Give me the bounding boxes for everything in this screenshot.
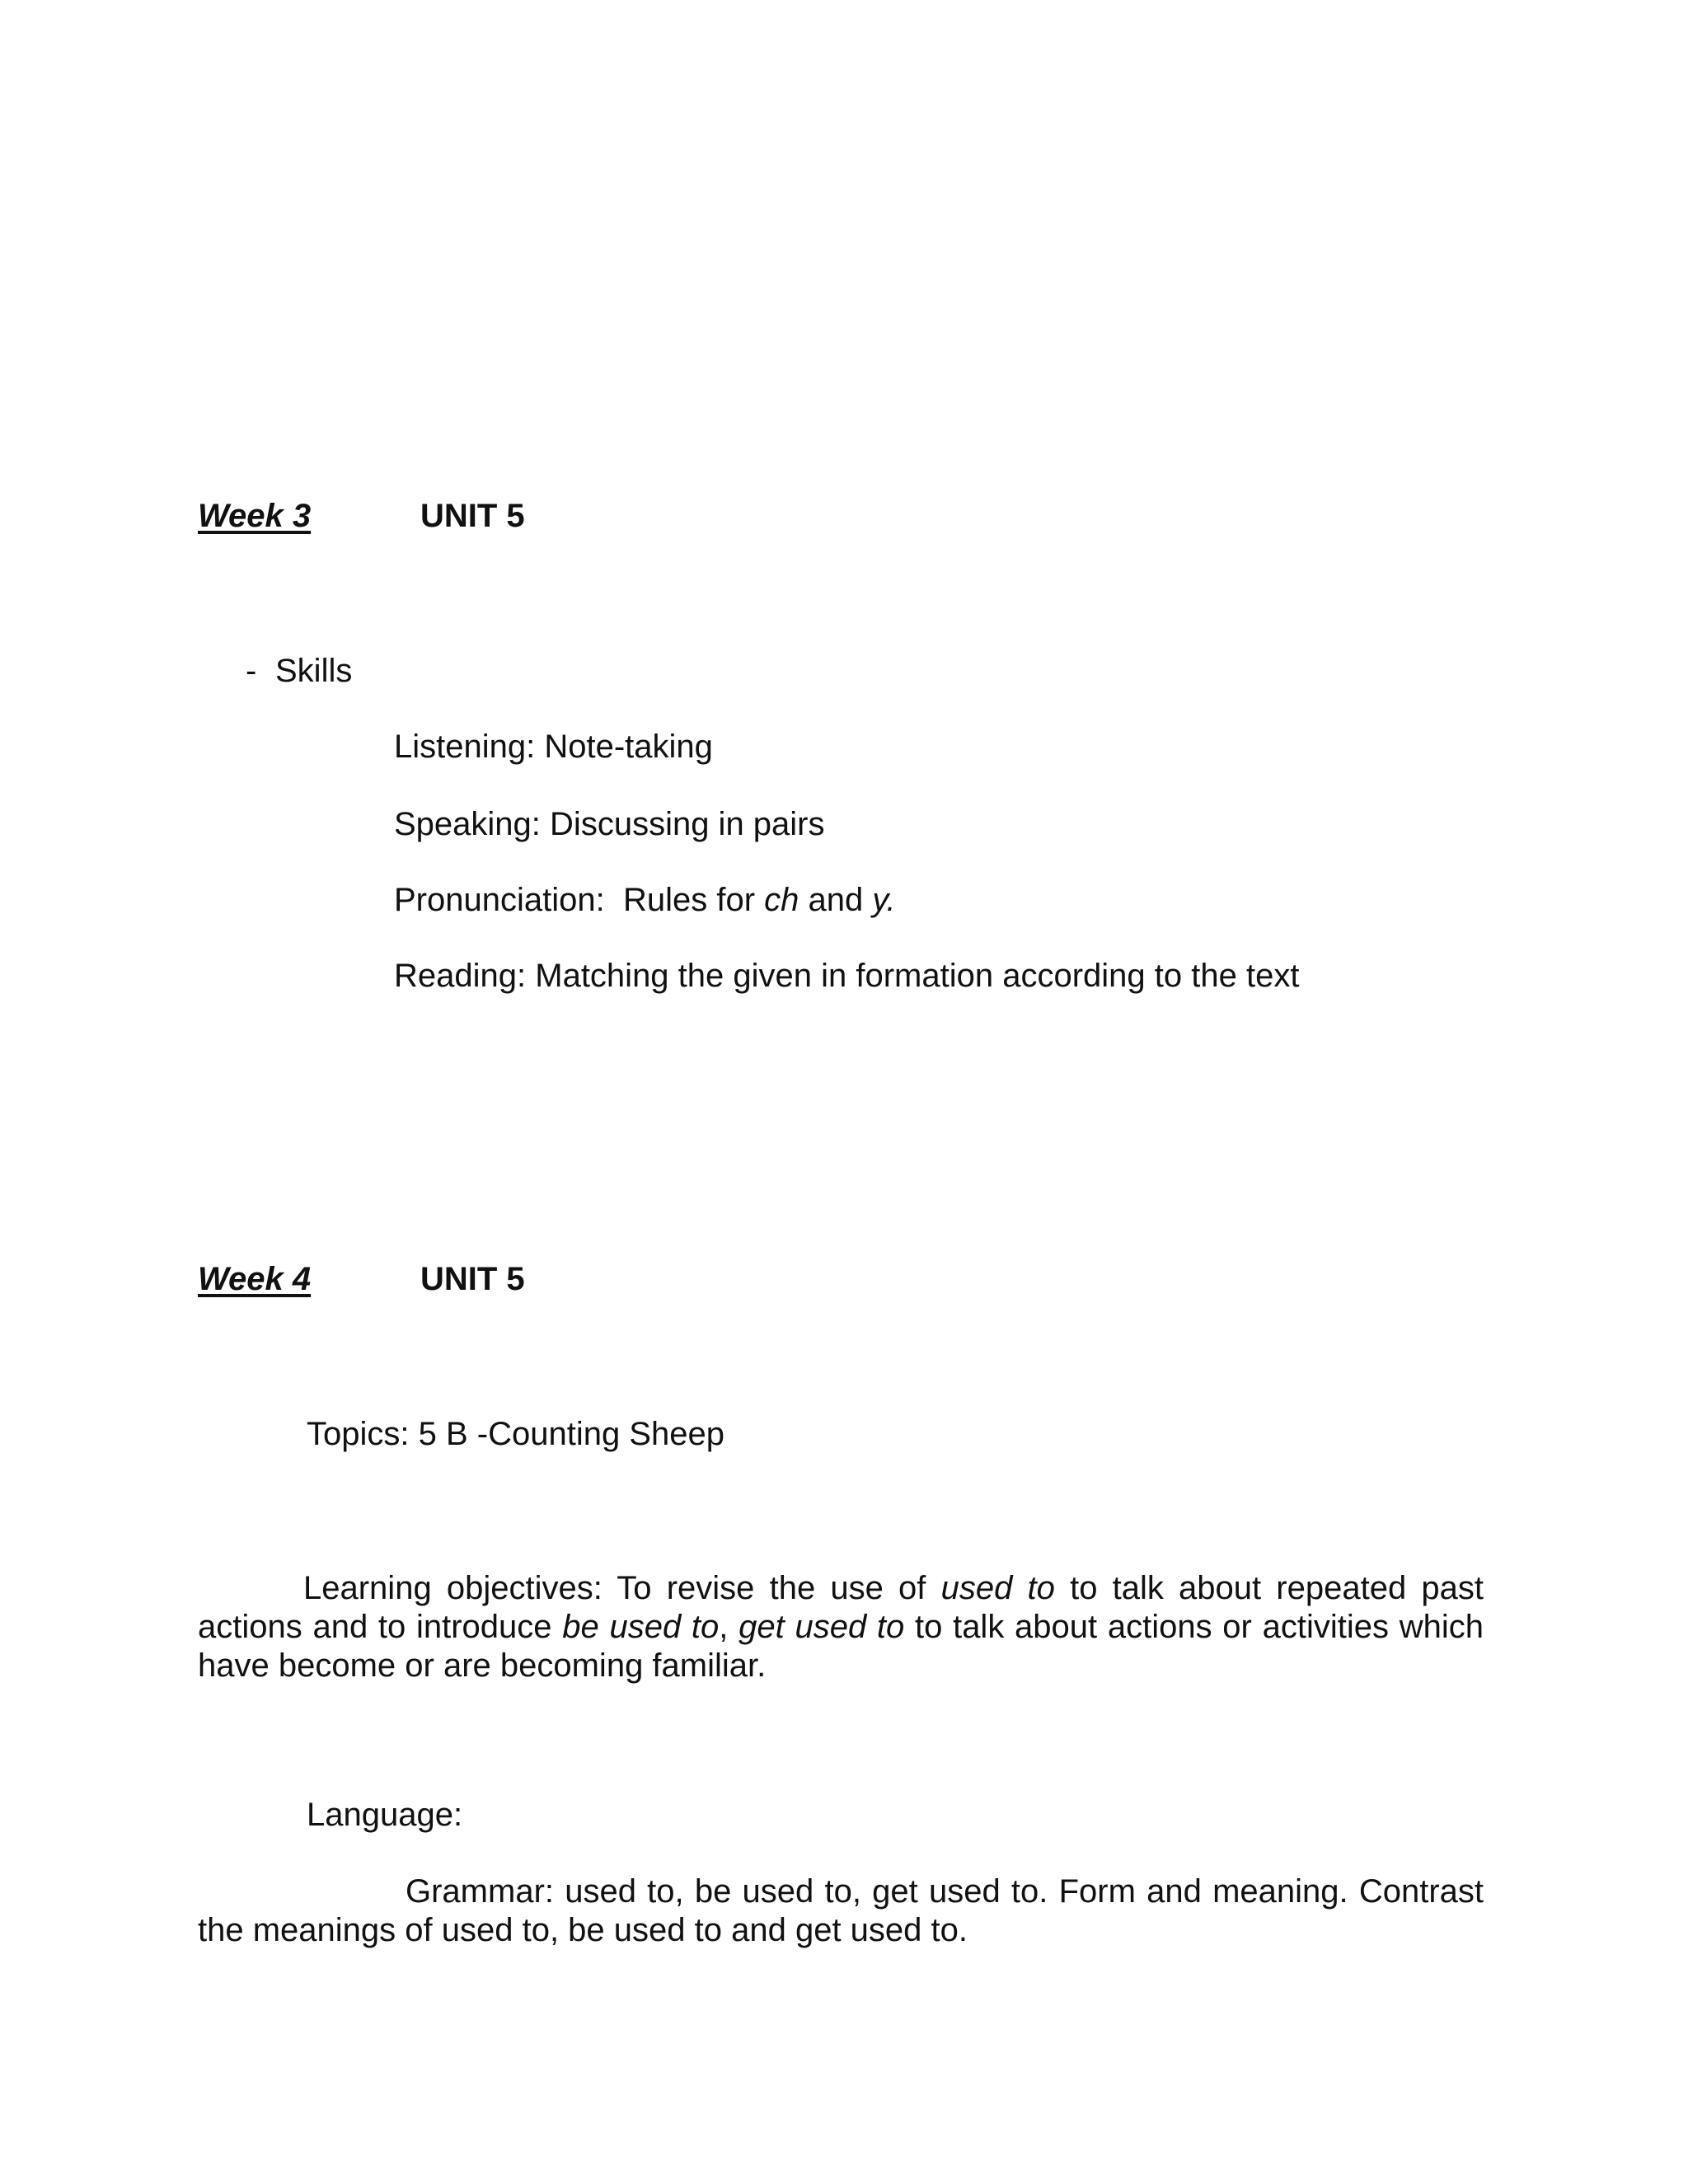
- grammar-paragraph: [198, 1872, 1484, 1950]
- skill-text: Rules for: [622, 882, 756, 918]
- objectives-emphasis: used to: [940, 1570, 1055, 1606]
- objectives-text: to talk about actions or activities which have become or are becoming familiar.: [198, 1609, 1484, 1684]
- skill-emphasis-y: y.: [872, 882, 896, 918]
- objectives-text: Learning objectives: To revise the use of: [303, 1570, 926, 1606]
- objectives-emphasis: be used to: [562, 1609, 720, 1645]
- week-4-label: Week 4: [198, 1261, 312, 1297]
- skill-text-and: and: [808, 882, 864, 918]
- topics-line: Topics: 5 B -Counting Sheep: [307, 1416, 724, 1452]
- objectives-emphasis: get used to: [738, 1609, 905, 1645]
- grammar-text: Grammar: used to, be used to, get used to. Form and meaning. Contrast the meanings of used to, be used to and get used to.: [198, 1873, 1484, 1948]
- skill-label: Pronunciation:: [394, 882, 605, 918]
- skill-label: Listening:: [394, 729, 536, 765]
- week-3-label: Week 3: [198, 498, 312, 534]
- objectives-text: to talk about repeated past actions and to introduce: [198, 1570, 1484, 1645]
- objectives-text: ,: [719, 1609, 729, 1645]
- skill-label: Reading:: [394, 958, 527, 994]
- skill-label: Speaking:: [394, 806, 541, 842]
- skill-emphasis-ch: ch: [764, 882, 799, 918]
- skill-listening: [394, 729, 713, 766]
- skill-speaking: [394, 806, 825, 843]
- skill-text: Matching the given in formation according to the text: [535, 958, 1300, 994]
- week-3-unit-title: UNIT 5: [420, 498, 525, 534]
- skill-reading: [394, 958, 1299, 995]
- skill-text: Note-taking: [544, 729, 713, 765]
- language-heading: Language:: [307, 1797, 463, 1833]
- skills-bullet: -: [246, 653, 257, 689]
- week-4-unit-title: UNIT 5: [420, 1261, 525, 1297]
- skill-pronunciation: [394, 882, 896, 919]
- skill-text: Discussing in pairs: [550, 806, 825, 842]
- learning-objectives-paragraph: [198, 1569, 1484, 1685]
- skills-heading: Skills: [275, 653, 353, 689]
